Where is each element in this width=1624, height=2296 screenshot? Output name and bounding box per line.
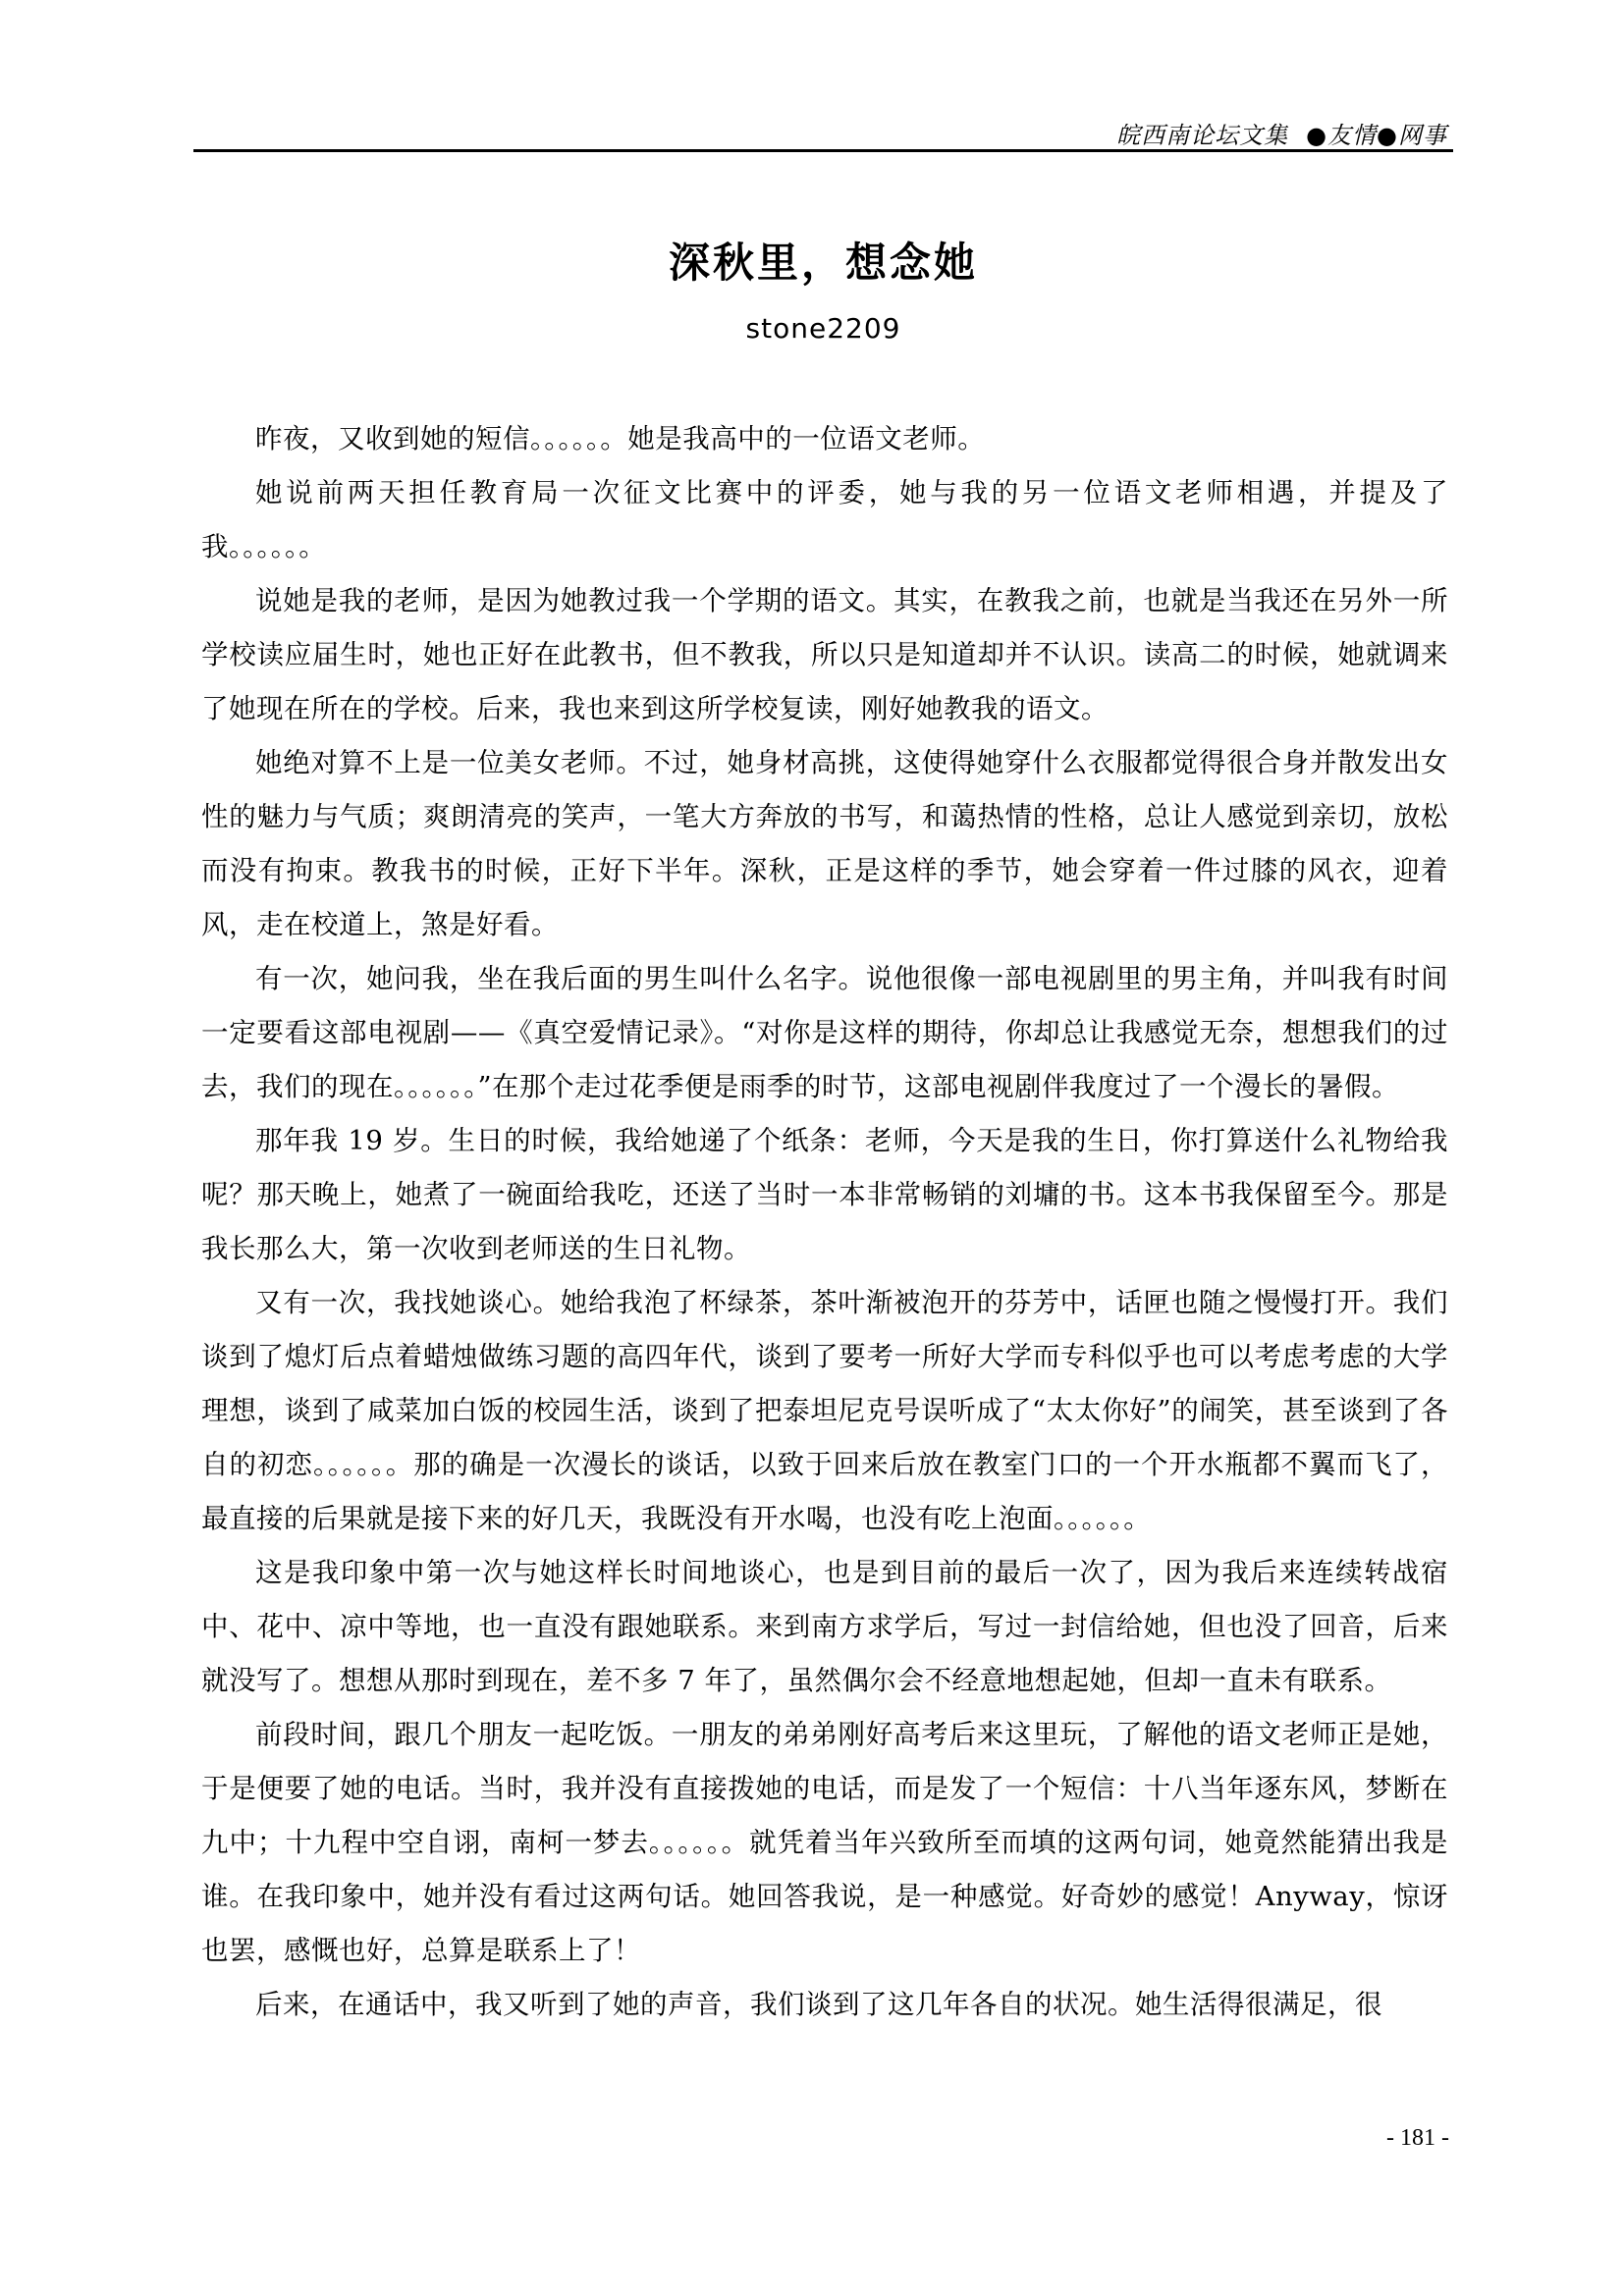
article-body <box>201 412 1448 2032</box>
paragraph: 这是我印象中第一次与她这样长时间地谈心，也是到目前的最后一次了，因为我后来连续转战宿中、花中、凉中等地，也一直没有跟她联系。来到南方求学后，写过一封信给她，但也没了回音，后来就没写了。想想从那时到现在，差不多 7 年了，虽然偶尔会不经意地想起她，但却一直未有联系。 <box>201 1557 1448 1696</box>
paragraph: 她绝对算不上是一位美女老师。不过，她身材高挑，这使得她穿什么衣服都觉得很合身并散发出女性的魅力与气质；爽朗清亮的笑声，一笔大方奔放的书写，和蔼热情的性格，总让人感觉到亲切，放松而没有拘束。教我书的时候，正好下半年。深秋，正是这样的季节，她会穿着一件过膝的风衣，迎着风，走在校道上，煞是好看。 <box>201 747 1448 940</box>
paragraph: 后来，在通话中，我又听到了她的声音，我们谈到了这几年各自的状况。她生活得很满足，很 <box>255 1989 1382 2020</box>
collection-name: 皖西南论坛文集 <box>1116 122 1289 149</box>
article-author: stone2209 <box>745 312 901 345</box>
paragraph: 有一次，她问我，坐在我后面的男生叫什么名字。说他很像一部电视剧里的男主角，并叫我有时间一定要看这部电视剧——《真空爱情记录》。“对你是这样的期待，你却总让我感觉无奈，想想我们的过去，我们的现在。。。。。。”在那个走过花季便是雨季的时节，这部电视剧伴我度过了一个漫长的暑假。 <box>201 963 1448 1102</box>
running-header-text <box>1116 116 1447 150</box>
article-title: 深秋里，想念她 <box>668 239 978 287</box>
paragraph: 那年我 19 岁。生日的时候，我给她递了个纸条：老师，今天是我的生日，你打算送什么礼物给我呢？那天晚上，她煮了一碗面给我吃，还送了当时一本非常畅销的刘墉的书。这本书我保留至今。那是我长那么大，第一次收到老师送的生日礼物。 <box>201 1125 1448 1264</box>
running-header <box>193 110 1453 152</box>
paragraph: 又有一次，我找她谈心。她给我泡了杯绿茶，茶叶渐被泡开的芬芳中，话匣也随之慢慢打开。我们谈到了熄灯后点着蜡烛做练习题的高四年代，谈到了要考一所好大学而专科似乎也可以考虑考虑的大学理想，谈到了咸菜加白饭的校园生活，谈到了把泰坦尼克号误听成了“太太你好”的闹笑，甚至谈到了各自的初恋。。。。。。那的确是一次漫长的谈话，以致于回来后放在教室门口的一个开水瓶都不翼而飞了，最直接的后果就是接下来的好几天，我既没有开水喝，也没有吃上泡面。。。。。。 <box>201 1287 1448 1534</box>
paragraph: 昨夜，又收到她的短信。。。。。。她是我高中的一位语文老师。 <box>255 423 986 454</box>
paragraph: 她说前两天担任教育局一次征文比赛中的评委，她与我的另一位语文老师相遇，并提及了我。。。。。。 <box>201 477 1448 562</box>
paragraph: 前段时间，跟几个朋友一起吃饭。一朋友的弟弟刚好高考后来这里玩，了解他的语文老师正是她，于是便要了她的电话。当时，我并没有直接拨她的电话，而是发了一个短信：十八当年逐东风，梦断在九中；十九程中空自诩，南柯一梦去。。。。。。就凭着当年兴致所至而填的这两句词，她竟然能猜出我是谁。在我印象中，她并没有看过这两句话。她回答我说，是一种感觉。好奇妙的感觉！Anyway，惊讶也罢，感慨也好，总算是联系上了！ <box>201 1719 1448 1966</box>
section-name: ●友情●网事 <box>1306 122 1447 149</box>
page-number: - 181 - <box>1386 2125 1449 2151</box>
paragraph: 说她是我的老师，是因为她教过我一个学期的语文。其实，在教我之前，也就是当我还在另外一所学校读应届生时，她也正好在此教书，但不教我，所以只是知道却并不认识。读高二的时候，她就调来了她现在所在的学校。后来，我也来到这所学校复读，刚好她教我的语文。 <box>201 585 1448 724</box>
